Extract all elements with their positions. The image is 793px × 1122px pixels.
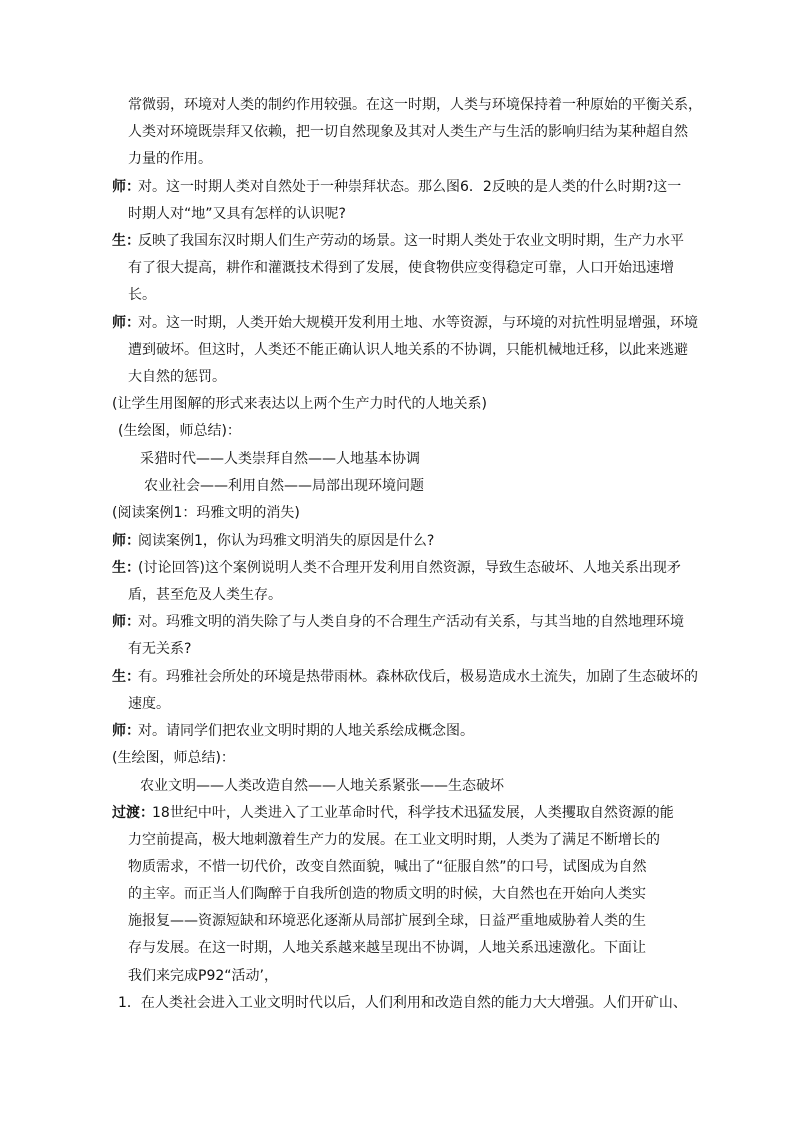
text-line: 对。请同学们把农业文明时期的人地关系绘成概念图。 [138, 723, 474, 739]
text-line: 我们来完成P92“活动’， [128, 968, 278, 984]
text-line: 力量的作用。 [128, 151, 212, 167]
text-line: 的主宰。而正当人们陶醉于自我所创造的物质文明的时候，大自然也在开始向人类实 [128, 886, 646, 902]
text-line: 遭到破坏。但这时，人类还不能正确认识人地关系的不协调，只能机械地迁移，以此来逃避 [128, 342, 688, 358]
text-line: 18世纪中叶，人类进入了工业革命时代，科学技术迅猛发展，人类攫取自然资源的能 [152, 805, 674, 821]
list-item-line: 1．在人类社会进入工业文明时代以后，人们利用和改造自然的能力大大增强。人们开矿山、 [118, 995, 687, 1011]
speaker-label: 师： [112, 315, 140, 331]
text-line: 施报复——资源短缺和环境恶化逐渐从局部扩展到全球，日益严重地威胁着人类的生 [128, 913, 646, 929]
text-line: 对。这一时期，人类开始大规模开发利用土地、水等资源，与环境的对抗性明显增强，环境 [138, 315, 698, 331]
text-line: 速度。 [128, 696, 170, 712]
speaker-label: 生： [112, 669, 140, 685]
speaker-label: 师： [112, 533, 140, 549]
text-line: 阅读案例1，你认为玛雅文明消失的原因是什么? [138, 533, 435, 549]
text-line: 长。 [128, 287, 156, 303]
text-line: 人类对环境既崇拜又依赖，把一切自然现象及其对人类生产与生活的影响归结为某种超自然 [128, 124, 688, 140]
text-line: 对。玛雅文明的消失除了与人类自身的不合理生产活动有关系，与其当地的自然地理环境 [138, 614, 684, 630]
text-line: 盾，甚至危及人类生存。 [128, 587, 282, 603]
text-line: 有了很大提高，耕作和灌溉技术得到了发展，使食物供应变得稳定可靠，人口开始迅速增 [128, 260, 674, 276]
text-line: 反映了我国东汉时期人们生产劳动的场景。这一时期人类处于农业文明时期，生产力水平 [138, 233, 684, 249]
concept-line: 农业文明——人类改造自然——人地关系紧张——生态破坏 [140, 778, 504, 794]
text-line: 大自然的惩罚。 [128, 369, 226, 385]
speaker-label: 师： [112, 723, 140, 739]
text-line: 力空前提高，极大地刺激着生产力的发展。在工业文明时期，人类为了满足不断增长的 [128, 832, 660, 848]
speaker-label: 生： [112, 233, 140, 249]
text-line: (生绘图，师总结)： [112, 750, 235, 766]
speaker-label: 过渡： [112, 805, 154, 821]
speaker-label: 师： [112, 179, 140, 195]
concept-line: 农业社会——利用自然——局部出现环境问题 [144, 478, 424, 494]
text-line: 存与发展。在这一时期，人地关系越来越呈现出不协调，人地关系迅速激化。下面让 [128, 940, 646, 956]
text-line: (讨论回答)这个案例说明人类不合理开发利用自然资源，导致生态破坏、人地关系出现矛 [138, 560, 681, 576]
text-line: (阅读案例1：玛雅文明的消失) [112, 505, 300, 521]
text-line: (让学生用图解的形式来表达以上两个生产力时代的人地关系) [112, 396, 487, 412]
speaker-label: 师： [112, 614, 140, 630]
concept-line: 采猎时代——人类崇拜自然——人地基本协调 [140, 451, 420, 467]
text-line: 常微弱，环境对人类的制约作用较强。在这一时期，人类与环境保持着一种原始的平衡关系， [128, 97, 702, 113]
text-line: 物质需求，不惜一切代价，改变自然面貌，喊出了“征服自然”的口号，试图成为自然 [128, 859, 647, 875]
speaker-label: 生： [112, 560, 140, 576]
text-line: 时期人对“地”又具有怎样的认识呢? [128, 206, 346, 222]
text-line: 有。玛雅社会所处的环境是热带雨林。森林砍伐后，极易造成水土流失，加剧了生态破坏的 [138, 669, 698, 685]
text-line: (生绘图，师总结)： [118, 423, 241, 439]
text-line: 有无关系? [128, 641, 192, 657]
text-line: 对。这一时期人类对自然处于一种崇拜状态。那么图6．2反映的是人类的什么时期?这一 [138, 179, 682, 195]
